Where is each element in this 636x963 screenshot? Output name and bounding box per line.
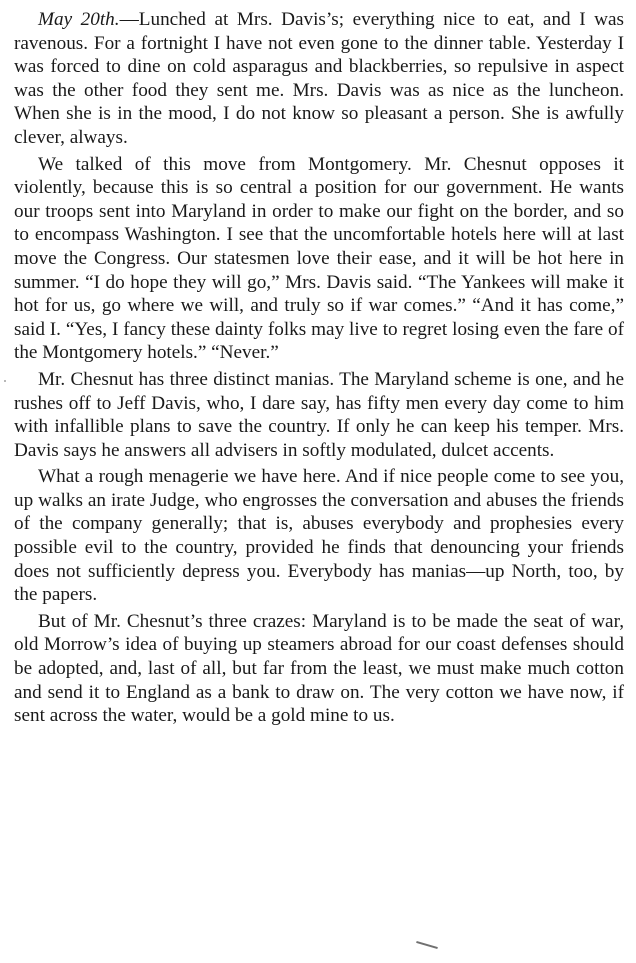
paragraph-1-text: —Lunched at Mrs. Davis’s; everything nice to eat, and I was ravenous. For a fortnight I have not even gone to the dinner table. Yesterday I was forced to dine on cold asparagus and blackberries, so repulsive in aspect was the other food they sent me. Mrs. Davis was as nice as the luncheon. When she is in the mood, I do not know so pleasant a person. She is awfully clever, always. (14, 9, 624, 148)
diary-entry-paragraph-1 (14, 8, 624, 150)
diary-entry-paragraph-3: Mr. Chesnut has three distinct manias. The Maryland scheme is one, and he rushes off to Jeff Davis, who, I dare say, has fifty men every day come to him with infallible plans to save the country. If only he can keep his temper. Mrs. Davis says he answers all advisers in softly modulated, dulcet accents. (14, 368, 624, 461)
diary-entry-paragraph-4: What a rough menagerie we have here. And if nice people come to see you, up walks an irate Judge, who engrosses the conversation and abuses the friends of the company generally; that is, abuses everybody and prophesies every possible evil to the country, provided he finds that denouncing your friends does not sufficiently depress you. Everybody has manias—up North, too, by the papers. (14, 466, 624, 606)
scan-speck (4, 380, 6, 382)
page-mark (416, 941, 438, 949)
diary-entry-paragraph-2: We talked of this move from Montgomery. Mr. Chesnut opposes it violently, because this is so central a position for our government. He wants our troops sent into Maryland in order to make our fight on the border, and so to encompass Washington. I see that the uncomfortable hotels here will at last move the Congress. Our statesmen love their ease, and it will be hot here in summer. “I do hope they will go,” Mrs. Davis said. “The Yankees will make it hot for us, go where we will, and truly so if war comes.” “And it has come,” said I. “Yes, I fancy these dainty folks may live to regret losing even the fare of the Montgomery hotels.” “Never.” (14, 153, 624, 364)
diary-entry-paragraph-5: But of Mr. Chesnut’s three crazes: Maryland is to be made the seat of war, old Morrow’s idea of buying up steamers abroad for our coast defenses should be adopted, and, last of all, but far from the least, we must make much cotton and send it to England as a bank to draw on. The very cotton we have now, if sent across the water, would be a gold mine to us. (14, 610, 624, 727)
entry-date: May 20th. (38, 9, 120, 30)
diary-page (14, 8, 624, 728)
